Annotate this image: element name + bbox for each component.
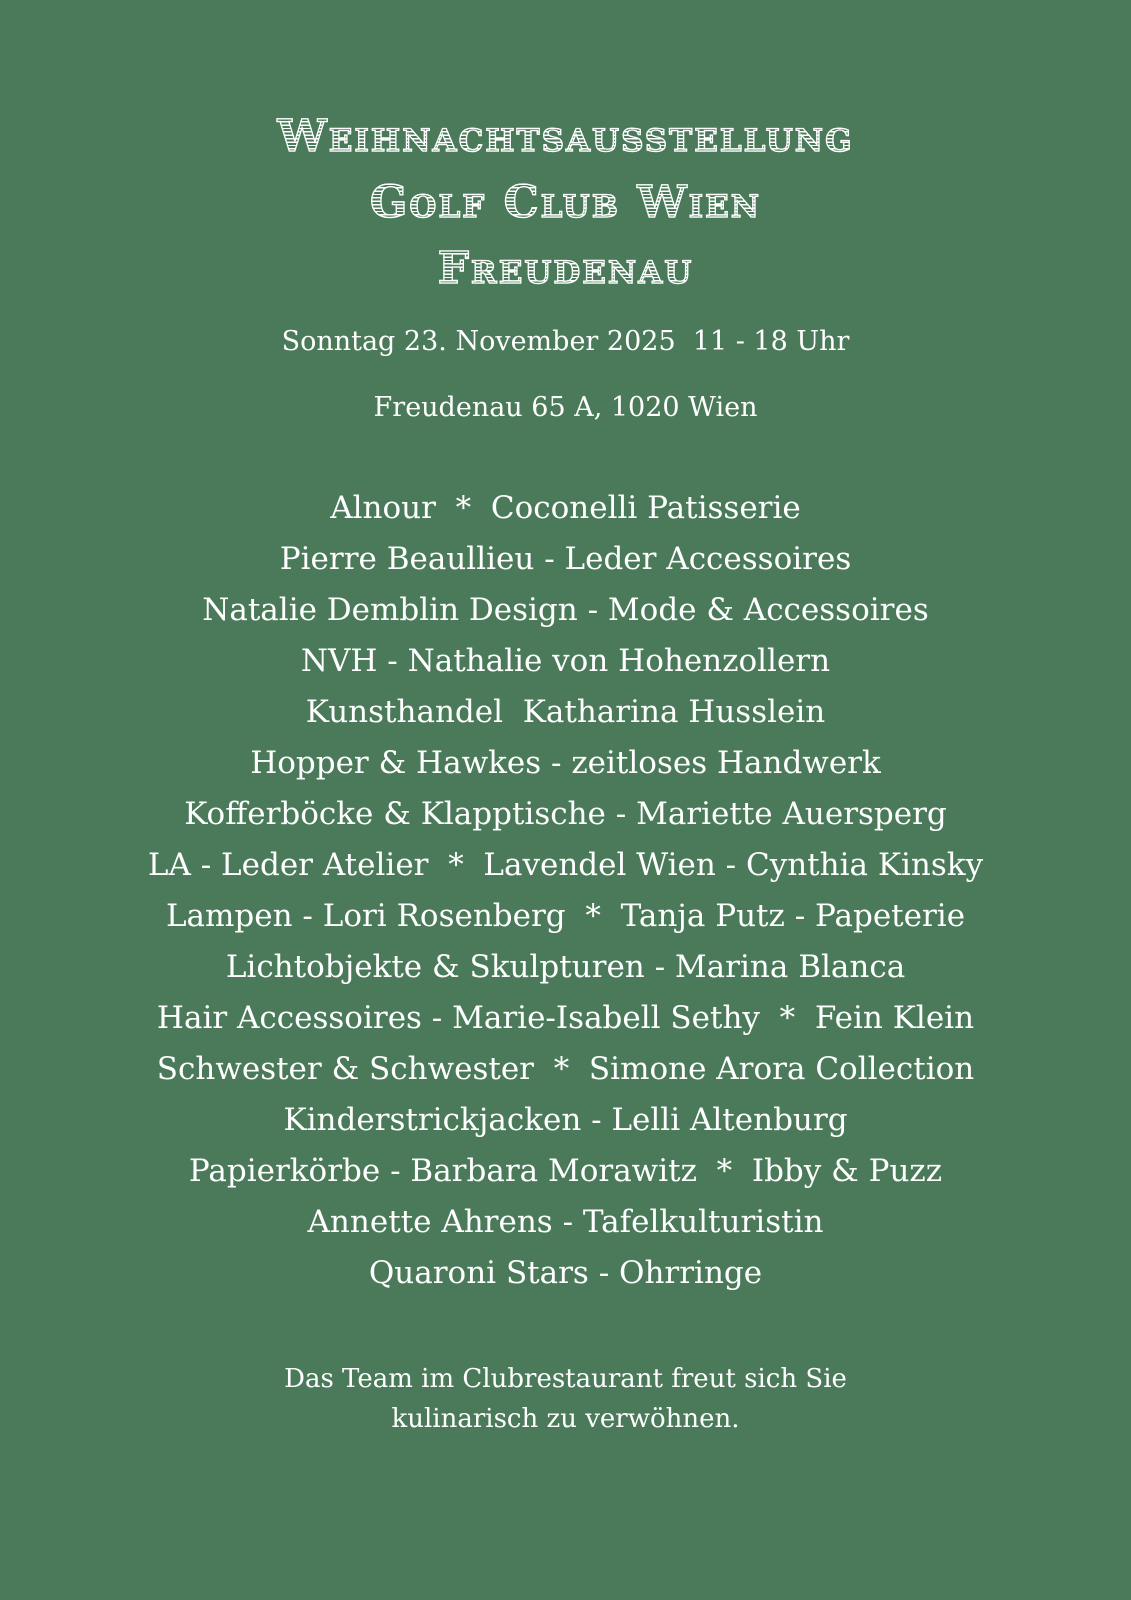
exhibitor-list: [0, 483, 1131, 1299]
exhibitor-line: Kinderstrickjacken - Lelli Altenburg: [283, 1102, 848, 1138]
exhibitor-line: Kunsthandel Katharina Husslein: [305, 694, 826, 730]
exhibitor-line: Quaroni Stars - Ohrringe: [368, 1255, 763, 1291]
title-line-1: Weihnachtsausstellung: [0, 104, 1131, 170]
exhibitor-line: Papierkörbe - Barbara Morawitz * Ibby & Puzz: [188, 1153, 943, 1189]
exhibitor-line: NVH - Nathalie von Hohenzollern: [300, 643, 831, 679]
restaurant-note: [0, 1359, 1131, 1439]
exhibitor-line: Lichtobjekte & Skulpturen - Marina Blanca: [225, 949, 906, 985]
restaurant-note-line-2: kulinarisch zu verwöhnen.: [391, 1404, 740, 1434]
exhibitor-line: Kofferböcke & Klapptische - Mariette Auersperg: [184, 796, 947, 832]
exhibitor-line: Pierre Beaullieu - Leder Accessoires: [279, 541, 852, 577]
event-title: [0, 104, 1131, 302]
exhibitor-line: Alnour * Coconelli Patisserie: [330, 490, 801, 526]
exhibitor-line: Hair Accessoires - Marie-Isabell Sethy * Fein Klein: [156, 1000, 975, 1036]
exhibitor-line: Schwester & Schwester * Simone Arora Collection: [156, 1051, 975, 1087]
exhibitor-line: Annette Ahrens - Tafelkulturistin: [307, 1204, 824, 1240]
exhibitor-line: Hopper & Hawkes - zeitloses Handwerk: [250, 745, 881, 781]
exhibitor-line: Lampen - Lori Rosenberg * Tanja Putz - Papeterie: [165, 898, 966, 934]
event-date-time: Sonntag 23. November 2025 11 - 18 Uhr: [281, 326, 850, 357]
exhibitor-line: Natalie Demblin Design - Mode & Accessoires: [202, 592, 929, 628]
restaurant-note-line-1: Das Team im Clubrestaurant freut sich Sie: [284, 1364, 847, 1394]
event-address: Freudenau 65 A, 1020 Wien: [373, 392, 758, 423]
title-line-3: Freudenau: [0, 236, 1131, 302]
title-line-2: Golf Club Wien: [0, 170, 1131, 236]
exhibitor-line: LA - Leder Atelier * Lavendel Wien - Cynthia Kinsky: [147, 847, 984, 883]
